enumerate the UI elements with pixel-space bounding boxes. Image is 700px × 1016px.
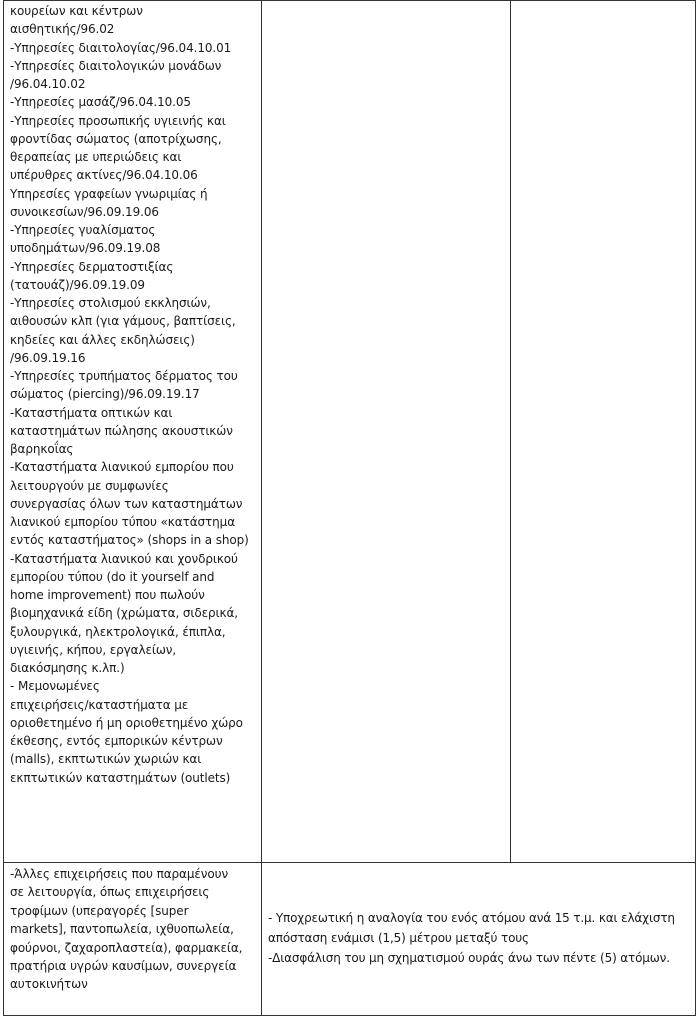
text-line: -Καταστήματα λιανικού και χονδρικού <box>10 551 238 566</box>
text-line: οριοθετημένο ή μη οριοθετημένο χώρο <box>10 715 243 730</box>
text-line: κουρείων και κέντρων <box>10 4 143 18</box>
text-line: σώματος (piercing)/96.09.19.17 <box>10 387 200 402</box>
text-line: -Διασφάλιση του μη σχηματισμού ουράς άνω των πέντε (5) ατόμων. <box>268 951 670 965</box>
text-line: - Μεμονωμένες <box>10 679 100 694</box>
text-line: επιχειρήσεις/καταστήματα με <box>10 697 189 712</box>
text-line: διακόσμησης κ.λπ.) <box>10 661 125 675</box>
business-categories-cell <box>4 863 262 1016</box>
text-line: έκθεσης, εντός εμπορικών κέντρων <box>10 734 223 748</box>
table-row <box>4 1 696 863</box>
empty-cell <box>262 1 511 863</box>
text-line: λιανικού εμπορίου τύπου «κατάστημα <box>10 515 236 529</box>
text-line: τροφίμων (υπεραγορές [super <box>10 903 189 918</box>
text-line: αισθητικής/96.02 <box>10 22 115 37</box>
text-line: σε λειτουργία, όπως επιχειρήσεις <box>10 885 210 900</box>
text-line: ξυλουργικά, ηλεκτρολογικά, έπιπλα, <box>10 624 226 639</box>
text-line: λειτουργούν με συμφωνίες <box>10 478 169 493</box>
text-line: (malls), εκπτωτικών χωριών και <box>10 752 202 767</box>
text-line: -Υπηρεσίες διαιτολογικών μονάδων <box>10 58 222 73</box>
text-line: -Υπηρεσίες δερματοστιξίας <box>10 259 174 274</box>
text-line: αυτοκινήτων <box>10 977 88 992</box>
text-line: υγιεινής, κήπου, εργαλείων, <box>10 642 177 657</box>
text-line: - Υποχρεωτική η αναλογία του ενός ατόμου ανά 15 τ.μ. και ελάχιστη <box>268 911 675 925</box>
text-line: markets], παντοπωλεία, ιχθυοπωλεία, <box>10 922 234 937</box>
text-line: -Υπηρεσίες τρυπήματος δέρματος του <box>10 369 238 383</box>
measures-table <box>3 0 696 1016</box>
empty-cell <box>511 1 696 863</box>
business-categories-text <box>4 1 261 787</box>
text-line: θεραπείας με υπεριώδεις και <box>10 150 182 164</box>
text-line: home improvement) που πωλούν <box>10 588 205 602</box>
text-line: φούρνοι, ζαχαροπλαστεία), φαρμακεία, <box>10 940 243 955</box>
text-line: συνεργασίας όλων των καταστημάτων <box>10 496 243 511</box>
text-line: αιθουσών κλπ (για γάμους, βαπτίσεις, <box>10 314 236 329</box>
text-line: εκπτωτικών καταστημάτων (outlets) <box>10 770 231 785</box>
text-line: υποδημάτων/96.09.19.08 <box>10 241 161 256</box>
measures-cell <box>262 863 696 1016</box>
text-line: κηδείες και άλλες εκδηλώσεις) <box>10 332 195 347</box>
text-line: /96.04.10.02 <box>10 77 86 91</box>
text-line: βιομηχανικά είδη (χρώματα, σιδερικά, <box>10 606 238 621</box>
text-line: απόσταση ενάμισι (1,5) μέτρου μεταξύ τους <box>268 931 529 945</box>
table-row <box>4 863 696 1016</box>
text-line: /96.09.19.16 <box>10 350 86 365</box>
text-line: (τατουάζ)/96.09.19.09 <box>10 277 145 292</box>
text-line: φροντίδας σώματος (αποτρίχωσης, <box>10 131 222 146</box>
text-line: -Υπηρεσίες μασάζ/96.04.10.05 <box>10 95 191 110</box>
text-line: -Καταστήματα λιανικού εμπορίου που <box>10 460 234 475</box>
business-categories-cell <box>4 1 262 863</box>
text-line: -Καταστήματα οπτικών και <box>10 405 173 420</box>
text-line: -Υπηρεσίες γυαλίσματος <box>10 223 156 237</box>
text-line: συνοικεσίων/96.09.19.06 <box>10 204 159 219</box>
text-line: -Υπηρεσίες προσωπικής υγιεινής και <box>10 113 226 128</box>
text-line: καταστημάτων πώλησης ακουστικών <box>10 423 233 438</box>
text-line: εντός καταστήματος» (shops in a shop) <box>10 533 249 548</box>
business-categories-text <box>4 863 261 994</box>
text-line: βαρηκοΐας <box>10 442 74 456</box>
text-line: -Υπηρεσίες στολισμού εκκλησιών, <box>10 296 211 310</box>
text-line: -Υπηρεσίες διαιτολογίας/96.04.10.01 <box>10 40 232 55</box>
text-line: -Άλλες επιχειρήσεις που παραμένουν <box>10 867 229 881</box>
measures-text <box>262 863 695 968</box>
text-line: εμπορίου τύπου (do it yourself and <box>10 569 215 584</box>
text-line: πρατήρια υγρών καυσίμων, συνεργεία <box>10 958 237 973</box>
text-line: Υπηρεσίες γραφείων γνωριμίας ή <box>10 186 208 201</box>
text-line: υπέρυθρες ακτίνες/96.04.10.06 <box>10 168 198 183</box>
